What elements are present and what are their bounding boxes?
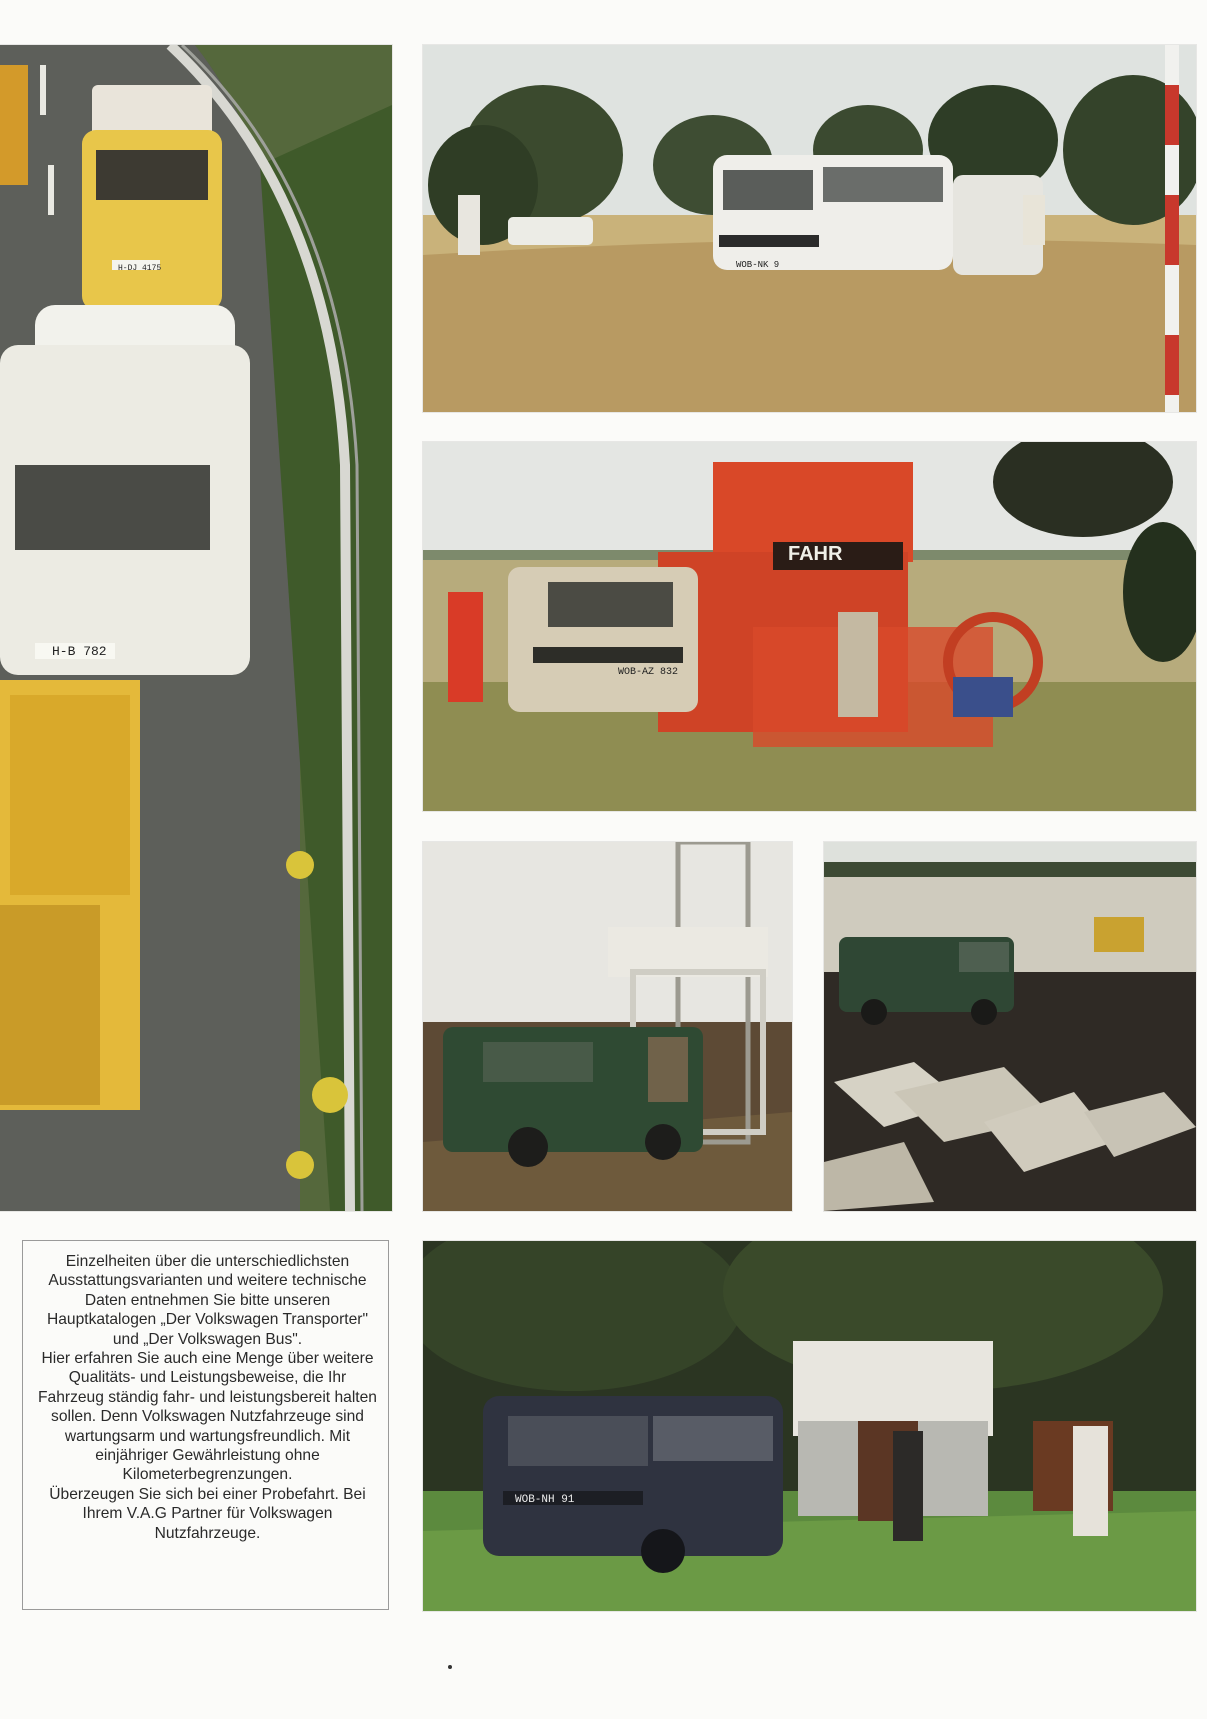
van-plate: H-B 782 xyxy=(52,644,107,659)
photo-surveyors-field xyxy=(423,45,1196,412)
van-plate-top: H-DJ 4175 xyxy=(118,264,162,273)
van-plate: WOB-NH 91 xyxy=(515,1494,575,1506)
caption-paragraph-2: Hier erfahren Sie auch eine Menge über weitere Qualitäts- und Leistungsbeweise, die Ihr Fahrzeug ständig fahr- und leistungsbereit halten sollen. Denn Volkswagen Nutzfahrzeuge sind wartungsarm und wartungsfreundlich. Mit einjähriger Gewährleistung ohne Kilometerbegrenzungen. xyxy=(38,1350,377,1484)
page-marker-dot xyxy=(448,1665,452,1669)
caption-paragraph-3: Überzeugen Sie sich bei einer Probefahrt. Bei Ihrem V.A.G Partner für Volkswagen Nutzfahrzeuge. xyxy=(49,1485,366,1542)
photo-drill-site xyxy=(423,842,792,1211)
caption-box xyxy=(22,1240,389,1610)
caption-paragraph-1: Einzelheiten über die unterschiedlichsten Ausstattungsvarianten und weitere technische Daten entnehmen Sie bitte unseren Hauptkatalogen „Der Volkswagen Transporter" und „Der Volkswagen Bus". xyxy=(46,1253,369,1348)
photo-horse-trailer xyxy=(423,1241,1196,1611)
photo-combine-harvester xyxy=(423,442,1196,811)
photo-quarry xyxy=(824,842,1196,1211)
van-plate: WOB-AZ 832 xyxy=(618,667,679,678)
photo-highway-vans xyxy=(0,45,392,1211)
combine-brand: FAHR xyxy=(788,543,843,565)
van-plate: WOB-NK 9 xyxy=(736,260,780,270)
